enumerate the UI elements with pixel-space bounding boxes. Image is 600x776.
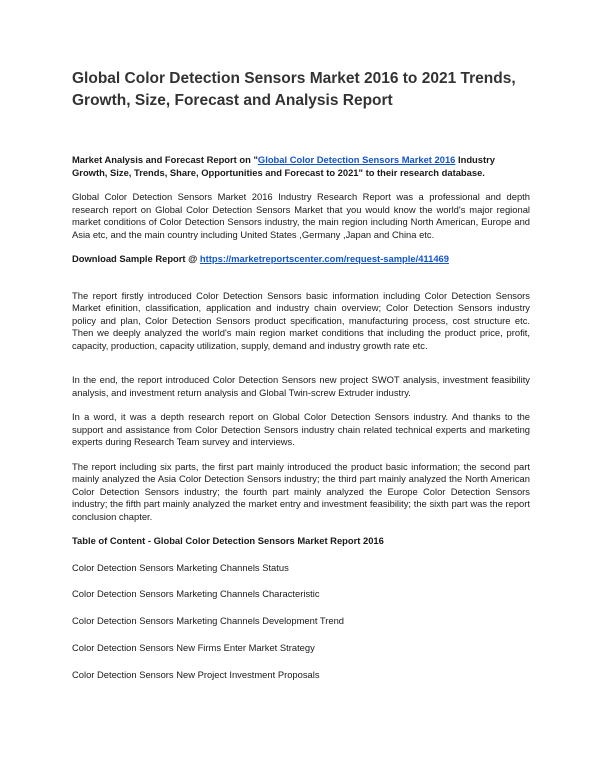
market-report-link[interactable]: Global Color Detection Sensors Market 2016 xyxy=(257,154,456,165)
toc-list xyxy=(72,562,530,682)
end-paragraph: In the end, the report introduced Color Detection Sensors new project SWOT analysis, investment feasibility analysis, and investment return analysis and Global Twin-screw Extruder industry. xyxy=(72,374,530,398)
intro-paragraph: Global Color Detection Sensors Market 2016 Industry Research Report was a professional and depth research report on Global Color Detection Sensors Market that you would know the world's major regional market conditions of Color Detection Sensors industry, the main region including North American, Europe and Asia etc, and the main country including United States ,Germany ,Japan and China etc. xyxy=(72,191,530,240)
toc-item: Color Detection Sensors New Firms Enter Market Strategy xyxy=(72,642,315,654)
toc-title: Table of Content - Global Color Detection Sensors Market Report 2016 xyxy=(72,535,384,546)
download-sample-link[interactable]: https://marketreportscenter.com/request-sample/411469 xyxy=(199,253,449,264)
toc-item: Color Detection Sensors Marketing Channels Characteristic xyxy=(72,588,320,600)
report-title: Global Color Detection Sensors Market 2016 to 2021 Trends, Growth, Size, Forecast and Analysis Report xyxy=(72,70,516,109)
word-paragraph: In a word, it was a depth research report on Global Color Detection Sensors industry. And thanks to the support and assistance from Color Detection Sensors industry chain related technical experts and marketing experts during Research Team survey and interviews. xyxy=(72,411,530,447)
firstly-paragraph: The report firstly introduced Color Detection Sensors basic information including Color Detection Sensors Market efinition, classification, application and industry chain overview; Color Detection Sensors industry policy and plan, Color Detection Sensors product specification, manufacturing process, cost structure etc. Then we deeply analyzed the world's main region market conditions that including the product price, profit, capacity, production, capacity utilization, supply, demand and industry growth rate etc. xyxy=(72,289,530,351)
toc-item: Color Detection Sensors Marketing Channels Development Trend xyxy=(72,615,345,627)
toc-item: Color Detection Sensors Marketing Channels Status xyxy=(72,561,289,573)
report-body xyxy=(72,154,530,696)
download-label: Download Sample Report @ xyxy=(72,253,200,264)
toc-item: Color Detection Sensors New Project Investment Proposals xyxy=(72,669,320,681)
parts-paragraph: The report including six parts, the first part mainly introduced the product basic information; the second part mainly analyzed the Asia Color Detection Sensors industry; the third part mainly analyzed the North American Color Detection Sensors industry; the fourth part mainly analyzed the Europe Color Detection Sensors industry; the fifth part mainly analyzed the market entry and investment feasibility; the sixth part was the report conclusion chapter. xyxy=(72,460,530,522)
lead-prefix: Market Analysis and Forecast Report on " xyxy=(72,154,258,165)
download-sample-line xyxy=(72,253,530,266)
lead-paragraph xyxy=(72,154,530,179)
lead-suffix: Industry Growth, Size, Trends, Share, Opportunities and Forecast to 2021" to their research database. xyxy=(72,154,495,178)
